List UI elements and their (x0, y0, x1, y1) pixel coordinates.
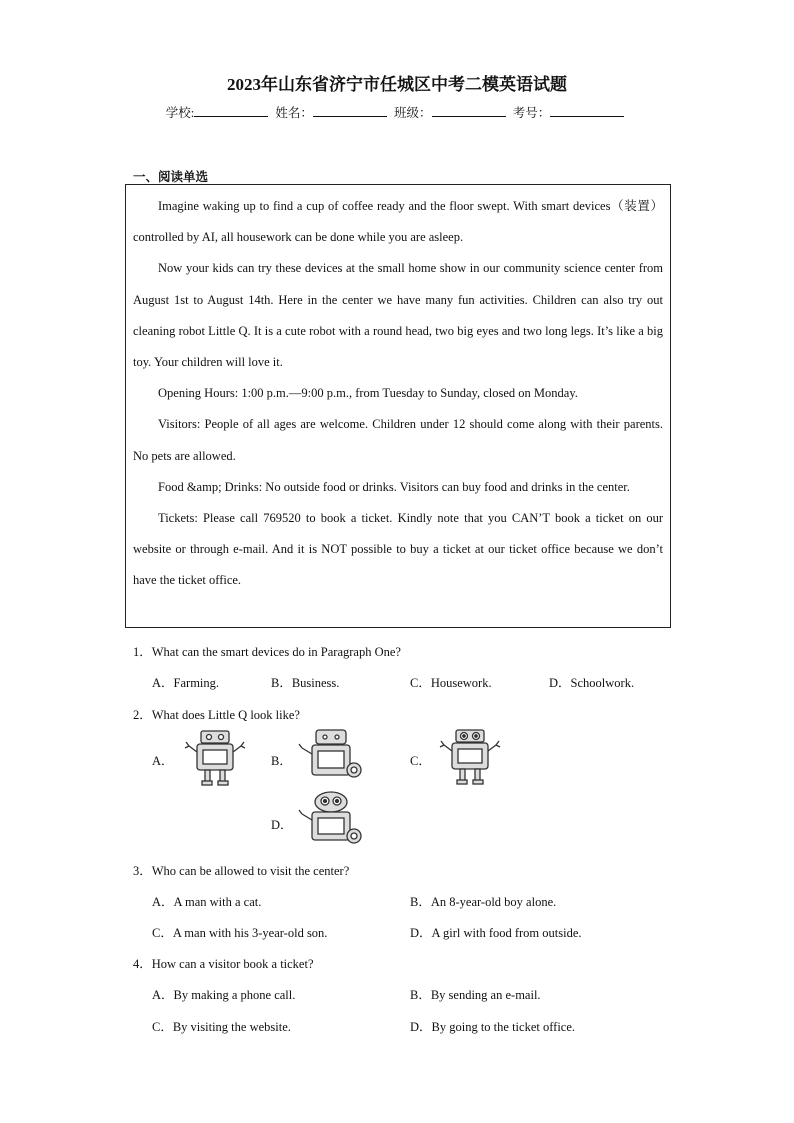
school-label: 学校: (165, 106, 195, 120)
section-heading: 一、阅读单选 (133, 170, 209, 184)
passage-paragraph-4: Visitors: People of all ages are welcome. Children under 12 should come along with their parents. No pets are allowed. (133, 417, 663, 463)
exam-number-blank[interactable] (550, 104, 624, 117)
question-2-stem: 2．What does Little Q look like? (133, 708, 300, 722)
class-blank[interactable] (432, 104, 506, 117)
school-blank[interactable] (194, 104, 268, 117)
question-4-stem: 4．How can a visitor book a ticket? (133, 957, 314, 971)
robot-round-eyes-icon (438, 726, 502, 788)
passage-paragraph-1: Imagine waking up to find a cup of coffee ready and the floor swept. With smart devices（装置）controlled by AI, all housework can be done while you are asleep. (133, 199, 663, 245)
question-2-option-a[interactable]: A． (152, 754, 174, 768)
question-2-option-b[interactable]: B． (271, 754, 292, 768)
question-1-option-a[interactable]: A．Farming. (152, 676, 220, 690)
exam-number-label: 考号： (512, 106, 551, 120)
question-1-option-b[interactable]: B．Business. (271, 676, 340, 690)
question-2-option-c[interactable]: C． (410, 754, 431, 768)
passage-paragraph-2: Now your kids can try these devices at the small home show in our community science center from August 1st to August 14th. Here in the center we have many fun activities. Children can also try out cleaning robot Little Q. It is a cute robot with a round head, two big eyes and two long legs. It’s like a big toy. Your children will love it. (133, 261, 663, 370)
robot-wheeled-icon (296, 726, 364, 784)
robot-square-head-icon (183, 728, 247, 788)
question-3-option-d[interactable]: D．A girl with food from outside. (410, 926, 582, 940)
student-info-line (0, 103, 794, 121)
question-4-option-a[interactable]: A．By making a phone call. (152, 988, 296, 1002)
question-3-option-b[interactable]: B．An 8-year-old boy alone. (410, 895, 557, 909)
reading-passage (125, 184, 671, 628)
question-4-option-b[interactable]: B．By sending an e-mail. (410, 988, 541, 1002)
question-3-stem: 3．Who can be allowed to visit the center? (133, 864, 350, 878)
passage-paragraph-6: Tickets: Please call 769520 to book a ticket. Kindly note that you CAN’T book a ticket on our website or through e-mail. And it is NOT possible to buy a ticket at our ticket office because we don’t have the ticket office. (133, 511, 663, 588)
question-4-option-c[interactable]: C．By visiting the website. (152, 1020, 291, 1034)
class-label: 班级： (394, 106, 432, 120)
passage-paragraph-5: Food &amp; Drinks: No outside food or drinks. Visitors can buy food and drinks in the center. (158, 479, 630, 494)
question-2-option-d[interactable]: D． (271, 818, 293, 832)
robot-round-head-wheeled-icon (296, 790, 364, 850)
question-1-option-c[interactable]: C．Housework. (410, 676, 492, 690)
question-1-stem: 1．What can the smart devices do in Paragraph One? (133, 645, 401, 659)
question-1-option-d[interactable]: D．Schoolwork. (549, 676, 635, 690)
name-label: 姓名： (275, 106, 313, 120)
passage-paragraph-3: Opening Hours: 1:00 p.m.—9:00 p.m., from Tuesday to Sunday, closed on Monday. (158, 386, 578, 401)
name-blank[interactable] (313, 104, 387, 117)
question-3-option-a[interactable]: A．A man with a cat. (152, 895, 262, 909)
question-4-option-d[interactable]: D．By going to the ticket office. (410, 1020, 576, 1034)
exam-title: 2023年山东省济宁市任城区中考二模英语试题 (227, 75, 567, 94)
question-3-option-c[interactable]: C．A man with his 3-year-old son. (152, 926, 328, 940)
